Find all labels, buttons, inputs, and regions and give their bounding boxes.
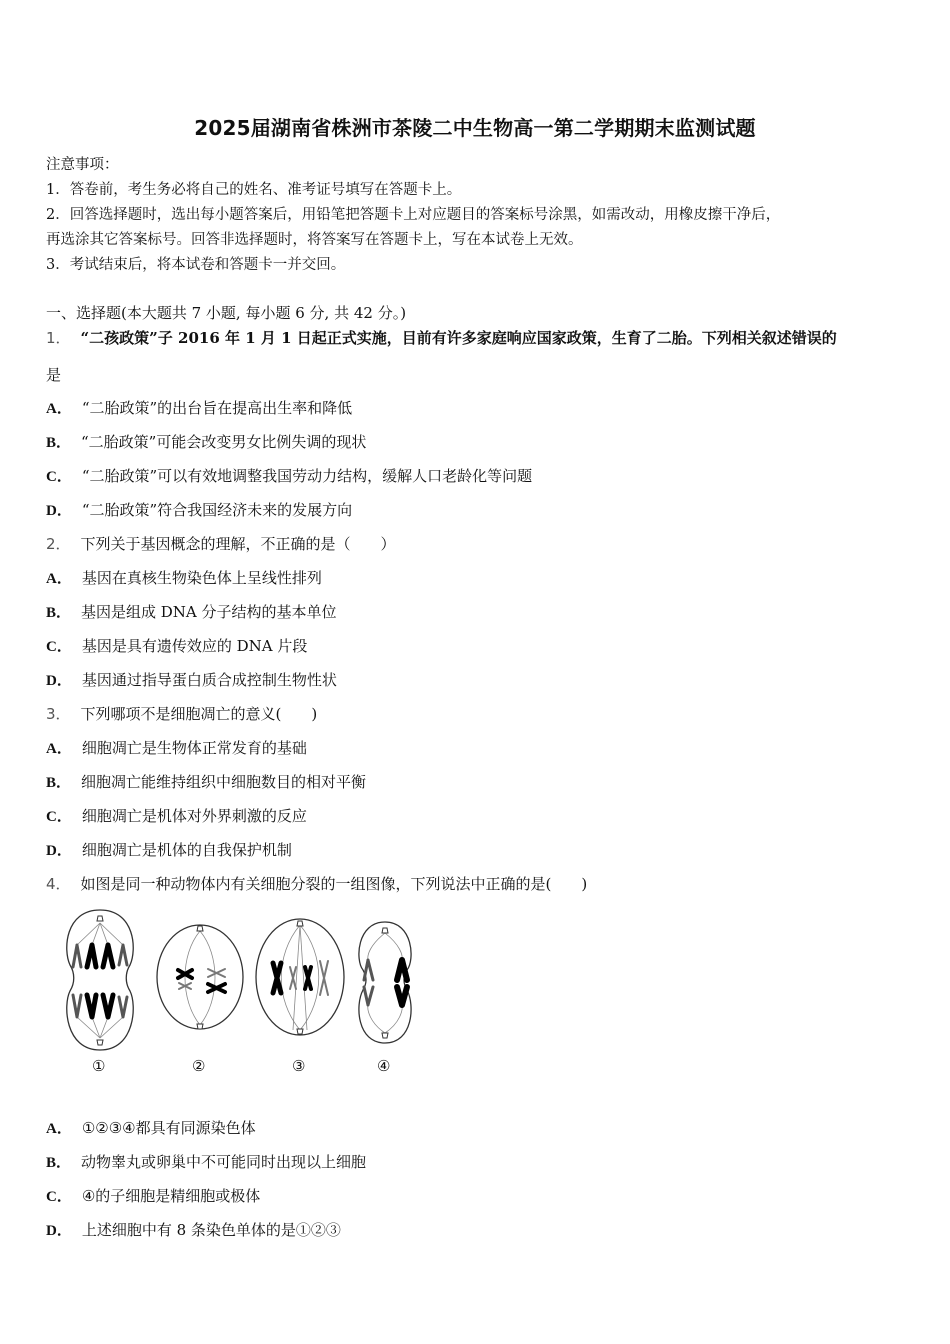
option-b[interactable]	[46, 771, 366, 792]
option-d[interactable]	[46, 669, 337, 690]
option-b[interactable]	[46, 431, 366, 452]
option-c[interactable]	[46, 635, 307, 656]
option-text: 细胞凋亡是生物体正常发育的基础	[81, 739, 307, 757]
option-d[interactable]	[46, 1219, 341, 1240]
option-letter: D．	[46, 1223, 72, 1239]
option-letter: D．	[46, 843, 72, 859]
option-text: 细胞凋亡是机体的自我保护机制	[81, 841, 292, 859]
option-letter: B．	[46, 1155, 72, 1171]
notice-item: 2．回答选择题时，选出每小题答案后，用铅笔把答题卡上对应题目的答案标号涂黑，如需改动，用橡皮擦干净后，	[46, 207, 781, 223]
option-text: “二胎政策”可以有效地调整我国劳动力结构，缓解人口老龄化等问题	[81, 467, 533, 485]
notice-item: 1．答卷前，考生务必将自己的姓名、准考证号填写在答题卡上。	[46, 182, 462, 198]
page-title: 2025届湖南省株洲市茶陵二中生物高一第二学期期末监测试题	[194, 116, 756, 140]
option-text: “二胎政策”的出台旨在提高出生率和降低	[81, 399, 353, 417]
option-text: “二胎政策”可能会改变男女比例失调的现状	[81, 433, 367, 451]
question-stem: “二孩政策”子 2016 年 1 月 1 日起正式实施，目前有许多家庭响应国家政策，生育了二胎。下列相关叙述错误的	[80, 329, 837, 347]
figure-label-3: ③	[292, 1057, 306, 1075]
question-number: 3．	[46, 705, 71, 723]
cell-division-figure	[55, 905, 425, 1080]
option-b[interactable]	[46, 601, 337, 622]
option-letter: A．	[46, 401, 72, 417]
section-heading: 一、选择题(本大题共 7 小题, 每小题 6 分, 共 42 分。)	[46, 304, 407, 322]
option-text: 上述细胞中有 8 条染色单体的是①②③	[81, 1221, 341, 1239]
notice-heading: 注意事项：	[46, 157, 119, 173]
option-text: “二胎政策”符合我国经济未来的发展方向	[81, 501, 353, 519]
question-stem: 下列哪项不是细胞凋亡的意义( )	[80, 705, 318, 723]
option-letter: C．	[46, 809, 72, 825]
option-c[interactable]	[46, 1185, 260, 1206]
option-letter: C．	[46, 1189, 72, 1205]
option-b[interactable]	[46, 1151, 366, 1172]
option-c[interactable]	[46, 805, 307, 826]
option-letter: A．	[46, 1121, 72, 1137]
option-letter: B．	[46, 775, 72, 791]
figure-label-2: ②	[192, 1057, 206, 1075]
option-text: ①②③④都具有同源染色体	[81, 1119, 256, 1137]
question-number: 2．	[46, 535, 71, 553]
option-letter: C．	[46, 469, 72, 485]
question-stem: 如图是同一种动物体内有关细胞分裂的一组图像，下列说法中正确的是( )	[80, 875, 588, 893]
notice-item: 再选涂其它答案标号。回答非选择题时，将答案写在答题卡上，写在本试卷上无效。	[46, 232, 583, 248]
option-text: 动物睾丸或卵巢中不可能同时出现以上细胞	[81, 1153, 367, 1171]
question-number: 4．	[46, 875, 71, 893]
figure-label-1: ①	[92, 1057, 106, 1075]
option-letter: D．	[46, 503, 72, 519]
option-text: 基因在真核生物染色体上呈线性排列	[81, 569, 322, 587]
option-letter: B．	[46, 605, 72, 621]
option-a[interactable]	[46, 397, 352, 418]
option-letter: C．	[46, 639, 72, 655]
option-a[interactable]	[46, 567, 322, 588]
option-letter: A．	[46, 571, 72, 587]
option-letter: D．	[46, 673, 72, 689]
option-text: 细胞凋亡是机体对外界刺激的反应	[81, 807, 307, 825]
option-text: 基因通过指导蛋白质合成控制生物性状	[81, 671, 337, 689]
option-text: 基因是具有遗传效应的 DNA 片段	[81, 637, 308, 655]
figure-label-4: ④	[377, 1057, 391, 1075]
option-text: ④的子细胞是精细胞或极体	[81, 1187, 261, 1205]
option-text: 基因是组成 DNA 分子结构的基本单位	[81, 603, 337, 621]
option-text: 细胞凋亡能维持组织中细胞数目的相对平衡	[81, 773, 367, 791]
option-d[interactable]	[46, 839, 292, 860]
option-c[interactable]	[46, 465, 532, 486]
notice-item: 3．考试结束后，将本试卷和答题卡一并交回。	[46, 257, 346, 273]
question-stem-cont: 是	[46, 366, 62, 384]
option-letter: B．	[46, 435, 72, 451]
option-d[interactable]	[46, 499, 352, 520]
question-number: 1．	[46, 329, 71, 347]
option-a[interactable]	[46, 737, 307, 758]
question-stem: 下列关于基因概念的理解，不正确的是（ ）	[80, 535, 396, 553]
option-a[interactable]	[46, 1117, 256, 1138]
option-letter: A．	[46, 741, 72, 757]
